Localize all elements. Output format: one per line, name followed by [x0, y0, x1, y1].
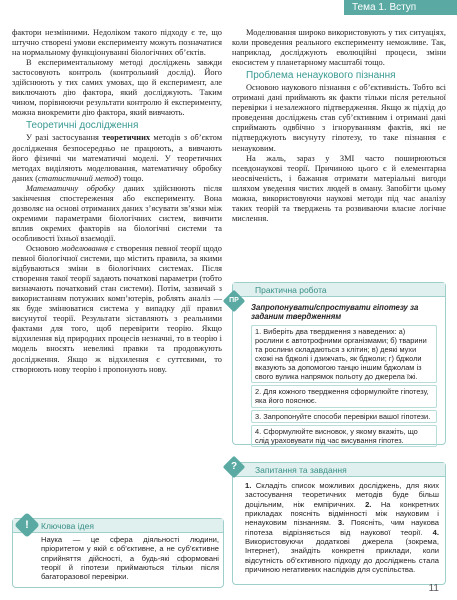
questions-heading: Запитання та завдання — [233, 463, 445, 477]
question-mark-icon: ? — [223, 456, 246, 479]
section-title-theory: Теоретичні дослідження — [26, 120, 139, 132]
section-title-pseudo: Проблема ненаукового пізнання — [246, 70, 396, 82]
key-idea-box — [12, 518, 224, 588]
paragraph: фактори незмінними. Недоліком такого підходу є те, що штучно створені умови експерименту можуть позначатися на нормальному функціонуванні біологічних об’єктів. — [12, 28, 222, 58]
practical-work-heading: Практична робота — [233, 283, 445, 297]
practical-work-content — [251, 303, 437, 445]
paragraph-modeling: Основою моделювання є створення певної теорії щодо певної біологічної системи, що містить правила, за якими відбуваються зміни в біологічних системах. Після створення такої теорії задають початкові параметри (тобто визначають початковий стан системи). Потім, зазвичай з використанням потужних комп’ютерів, роблять аналіз — як буде змінюватися система у випадку дії правил висунутої теорії. Результати зіставляють з реальними фактами для того, щоб перевірити теорію. Якщо відхилення від природних процесів незначні, то в теорію і модель вносять невеликі правки та продовжують дослідження. Якщо ж відхилення є суттєвими, то створюють нову теорію і пропонують нову. — [12, 243, 222, 374]
left-column — [12, 28, 222, 375]
practical-work-title: Запропонувати/спростувати гіпотезу за заданим твердженням — [251, 303, 419, 322]
practice-icon: ПР — [223, 290, 246, 313]
practical-step: 3. Запропонуйте способи перевірки вашої гіпотези. — [251, 410, 437, 423]
paragraph-theoretical: У разі застосування теоретичних методів з об’єктом дослідження безпосередньо не працюють, а вивчають його фізичні чи математичні моделі. У теоретичних методах виділяють моделювання, математичну обробку даних (статистичний метод) тощо. — [12, 133, 222, 183]
questions-box — [232, 462, 446, 585]
paragraph: В експериментальному методі досліджень завжди застосовують контроль (контрольний дослід). Його здійснюють у тих самих умовах, що й експеримент, але виключають дію фактора, який досліджують. Таким чином, порівнюючи результати контролю й експерименту, можна виокремити дію фактора, який вивчають. — [12, 58, 222, 118]
chapter-title: Тема 1. Вступ — [352, 2, 417, 13]
paragraph-math: Математичну обробку даних здійснюють після закінчення спостереження або експерименту. Вона дозволяє на основі отриманих даних з’ясувати зв’язки між окремими параметрами біологічних систем, вивчити вплив окремих факторів на біологічні системи та особливості їхньої взаємодії. — [12, 183, 222, 243]
chapter-header — [332, 0, 457, 15]
paragraph: На жаль, зараз у ЗМІ часто поширюються псевдонаукові теорії. Причиною цього є й елементарна неосвіченість, і бажання отримати матеріальні вигоди шляхом уведення чистих людей в оману. Запобігти цьому можна, використовуючи наукові методи під час аналізу таких теорій та тверджень та розвиваючи власне логічне мислення. — [232, 153, 446, 223]
practical-step: 2. Для кожного твердження сформулюйте гіпотезу, яка його пояснює. — [251, 385, 437, 407]
questions-list: 1. Складіть список можливих досліджень, для яких застосування теоретичних методів буде більш доцільним, ніж емпіричних. 2. На конкретних прикладах поясніть відмінності між науковим і ненауковим пізнанням. 3. Поясніть, чим наукова гіпотеза відрізняється від наукової теорії. 4. Використовуючи додаткові джерела (зокрема, Інтернет), знайдіть конкретні приклади, коли відсутність об’єктивного підходу до досліджень стала причиною негативних наслідків для суспільства. — [245, 481, 440, 575]
practical-step: 1. Виберіть два твердження з наведених: а) рослини є автотрофними організмами; б) тварини та рослини складаються з клітин; в) деякі мухи схожі на бджолі і дзижчать, як бджоли; г) бджоли вказують за допомогою танцю іншим бджолам із свого вулика напрямок польоту до джерела їжі. — [251, 325, 437, 384]
paragraph: Моделювання широко використовують у тих ситуаціях, коли проведення реального експерименту неможливе. Так, наприклад, досліджують еволюційні процеси, зміни екосистем у планетарному масштабі тощо. — [232, 28, 446, 68]
practical-step: 4. Сформулюйте висновок, у якому вкажіть, що слід ураховувати під час висування гіпотез. — [251, 425, 437, 447]
practical-work-box — [229, 282, 446, 445]
header-separator — [332, 0, 344, 15]
page-number: 11 — [428, 583, 439, 594]
exclamation-icon: ! — [14, 512, 39, 537]
right-column — [232, 28, 446, 224]
key-idea-heading: Ключова ідея — [13, 519, 223, 533]
key-idea-text: Наука — це сфера діяльності людини, пріоритетом у якій є об’єктивне, а не суб’єктивне сприйняття дійсності, а будь-які сформовані теорії й гіпотези приймаються тільки після багаторазової перевірки. — [41, 535, 219, 582]
paragraph: Основою наукового пізнання є об’єктивність. Тобто всі отримані дані приймають як факти тільки після ретельної перевірки і незалежного підтвердження. Якщо ж підхід до проведення досліджень став суб’єктивним і отримані дані сприймають одвбічно з ігноруванням фактів, які не підтверджують висунуту гіпотезу, то таке пізнання є ненауковим. — [232, 83, 446, 153]
